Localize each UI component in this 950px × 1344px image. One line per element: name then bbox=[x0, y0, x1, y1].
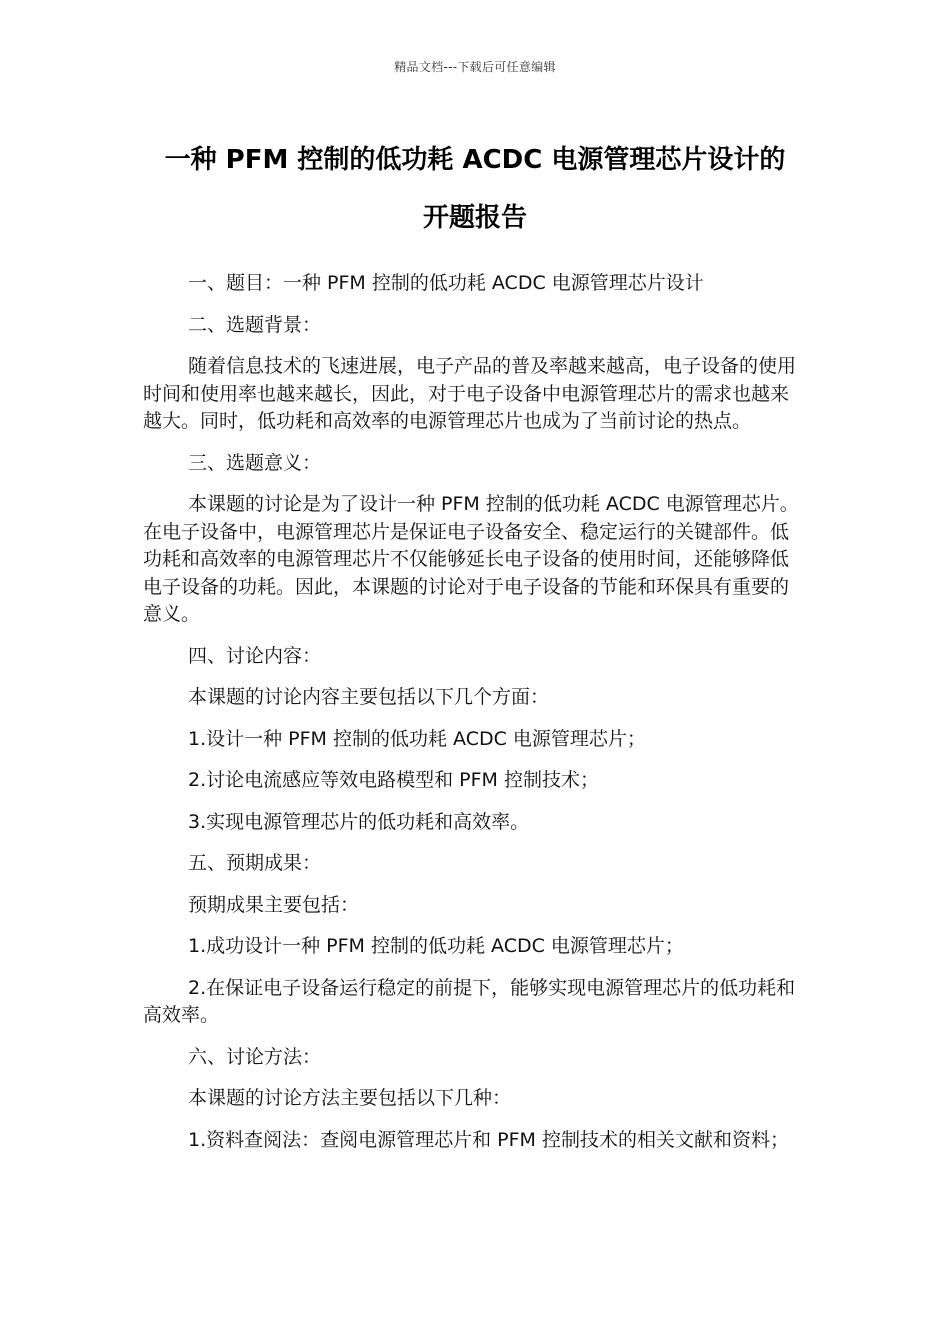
section-heading-methods: 六、讨论方法： bbox=[188, 1045, 322, 1068]
list-item-content-1: 1.设计一种 PFM 控制的低功耗 ACDC 电源管理芯片； bbox=[188, 727, 646, 750]
section-heading-content: 四、讨论内容： bbox=[188, 644, 322, 667]
document-title-line-2: 开题报告 bbox=[422, 203, 527, 233]
list-item-content-2: 2.讨论电流感应等效电路模型和 PFM 控制技术； bbox=[188, 769, 599, 791]
section-heading-background: 二、选题背景： bbox=[188, 313, 322, 336]
section-heading-topic: 一、题目：一种 PFM 控制的低功耗 ACDC 电源管理芯片设计 bbox=[188, 272, 704, 294]
paragraph-expected-results-intro: 预期成果主要包括： bbox=[188, 893, 360, 916]
list-item-content-3: 3.实现电源管理芯片的低功耗和高效率。 bbox=[188, 810, 530, 833]
list-item-result-2: 2.在保证电子设备运行稳定的前提下，能够实现电源管理芯片的低功耗和高效率。 bbox=[143, 976, 796, 1026]
list-item-result-1: 1.成功设计一种 PFM 控制的低功耗 ACDC 电源管理芯片； bbox=[188, 935, 684, 957]
paragraph-content-intro: 本课题的讨论内容主要包括以下几个方面： bbox=[188, 686, 550, 708]
section-heading-expected-results: 五、预期成果： bbox=[188, 852, 322, 874]
paragraph-background: 随着信息技术的飞速进展，电子产品的普及率越来越高，电子设备的使用时间和使用率也越来越长，因此，对于电子设备中电源管理芯片的需求也越来越大。同时，低功耗和高效率的电源管理芯片也成为了当前讨论的热点。 bbox=[143, 355, 797, 432]
document-body bbox=[143, 270, 807, 1154]
list-item-method-1: 1.资料查阅法：查阅电源管理芯片和 PFM 控制技术的相关文献和资料； bbox=[188, 1128, 789, 1151]
paragraph-methods-intro: 本课题的讨论方法主要包括以下几种： bbox=[188, 1087, 512, 1109]
paragraph-significance: 本课题的讨论是为了设计一种 PFM 控制的低功耗 ACDC 电源管理芯片。在电子设备中，电源管理芯片是保证电子设备安全、稳定运行的关键部件。低功耗和高效率的电源管理芯片不仅能够延长电子设备的使用时间，还能够降低电子设备的功耗。因此，本课题的讨论对于电子设备的节能和环保具有重要的意义。 bbox=[143, 493, 799, 625]
document-title-line-1: 一种 PFM 控制的低功耗 ACDC 电源管理芯片设计的 bbox=[164, 145, 786, 175]
header-note: 精品文档---下载后可任意编辑 bbox=[394, 60, 556, 74]
section-heading-significance: 三、选题意义： bbox=[188, 451, 322, 474]
